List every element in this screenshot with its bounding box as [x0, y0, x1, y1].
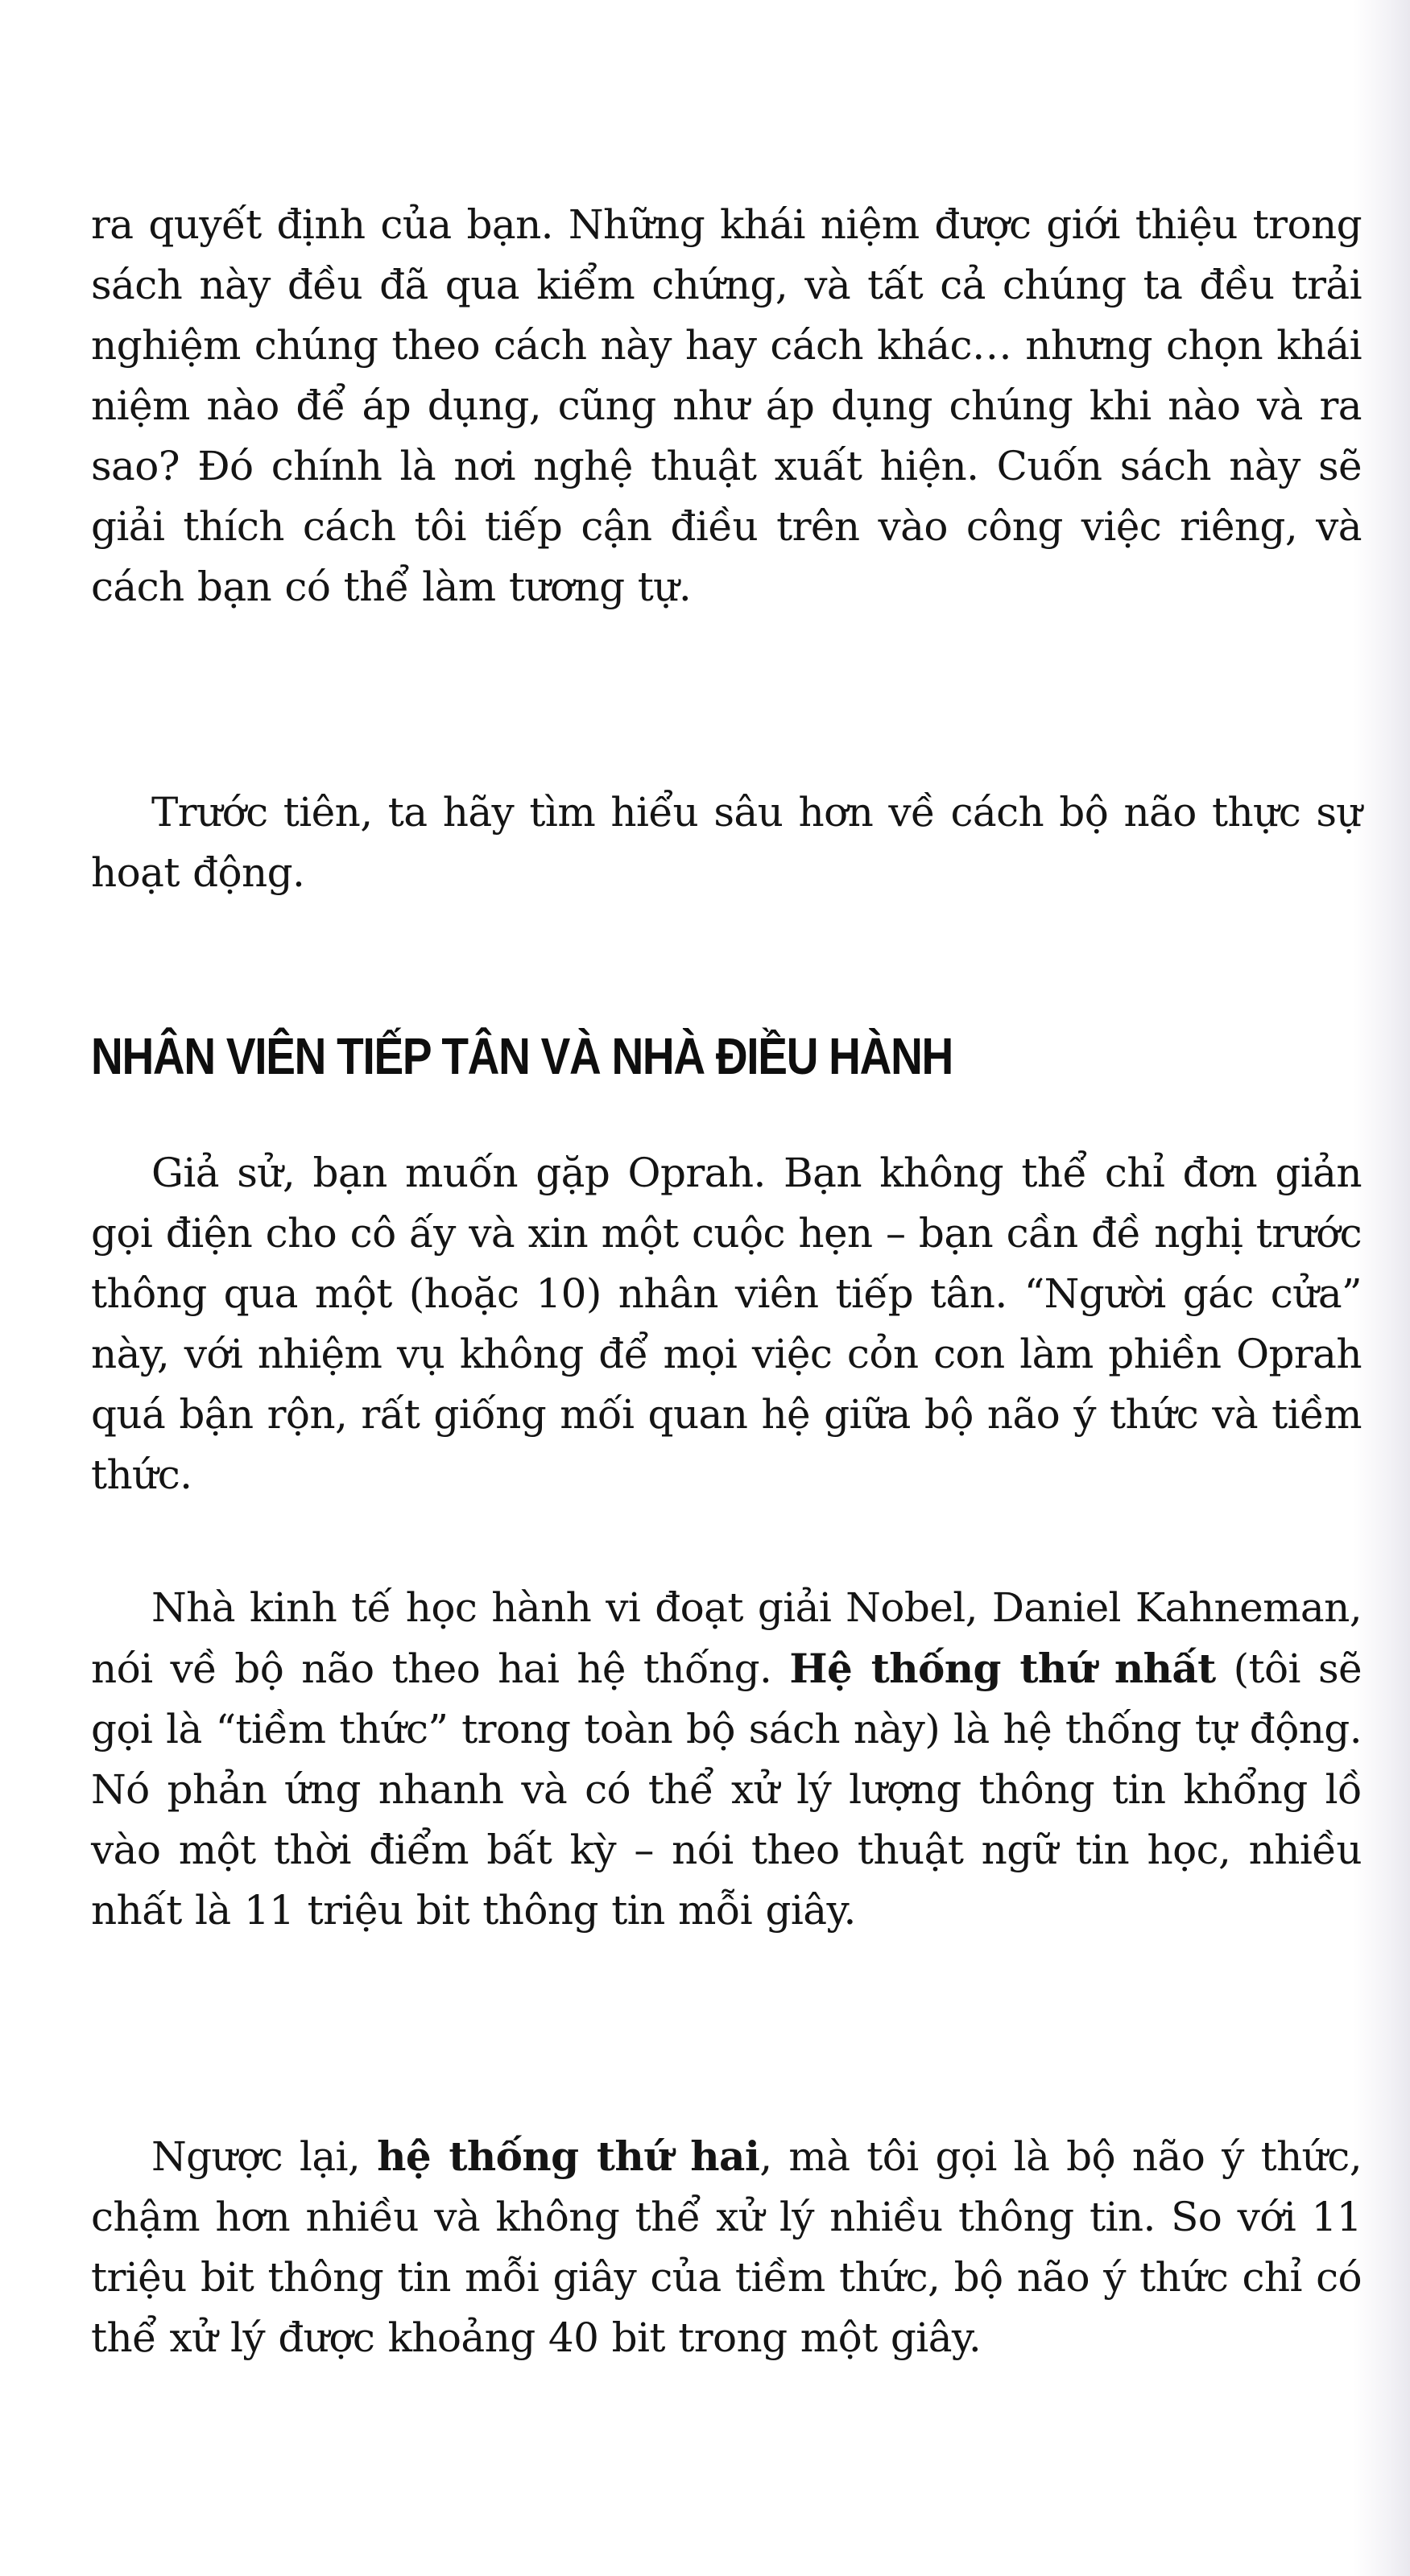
section-heading-block: [91, 1024, 1362, 1088]
paragraph-text: [91, 2126, 1362, 2368]
text-segment: Nhà kinh tế học hành vi đoạt giải Nobel, Daniel Kahneman, nói về bộ não theo hai hệ thống.: [91, 1584, 1362, 1692]
body-paragraph: [91, 2126, 1362, 2368]
text-segment: , mà tôi gọi là bộ não ý thức, chậm hơn nhiều và không thể xử lý nhiều thông tin. So với 11 triệu bit thông tin mỗi giây của tiềm thức, bộ não ý thức chỉ có thể xử lý được khoảng 40 bit trong một giây.: [91, 2133, 1362, 2361]
bold-term-system-one: Hệ thống thứ nhất: [789, 1645, 1216, 1692]
paragraph-text: [91, 195, 1362, 617]
body-paragraph: [91, 1143, 1362, 1505]
paragraph-text: [91, 1143, 1362, 1505]
paragraph-text: [91, 782, 1362, 903]
text-segment: Ngược lại,: [151, 2133, 378, 2180]
body-paragraph: [91, 195, 1362, 617]
paragraph-text: [91, 1578, 1362, 1941]
body-paragraph: [91, 782, 1362, 903]
text-segment: ra quyết định của bạn. Những khái niệm được giới thiệu trong sách này đều đã qua kiểm chứng, và tất cả chúng ta đều trải nghiệm chúng theo cách này hay cách khác… nhưng chọn khái niệm nào để áp dụng, cũng như áp dụng chúng khi nào và ra sao? Đó chính là nơi nghệ thuật xuất hiện. Cuốn sách này sẽ giải thích cách tôi tiếp cận điều trên vào công việc riêng, và cách bạn có thể làm tương tự.: [91, 201, 1362, 610]
body-paragraph: [91, 1578, 1362, 1941]
text-segment: Giả sử, bạn muốn gặp Oprah. Bạn không thể chỉ đơn giản gọi điện cho cô ấy và xin một cuộc hẹn – bạn cần đề nghị trước thông qua một (hoặc 10) nhân viên tiếp tân. “Người gác cửa” này, với nhiệm vụ không để mọi việc cỏn con làm phiền Oprah quá bận rộn, rất giống mối quan hệ giữa bộ não ý thức và tiềm thức.: [91, 1150, 1362, 1498]
bold-term-system-two: hệ thống thứ hai: [377, 2132, 760, 2180]
section-heading: NHÂN VIÊN TIẾP TÂN VÀ NHÀ ĐIỀU HÀNH: [91, 1027, 953, 1085]
text-segment: (tôi sẽ gọi là “tiềm thức” trong toàn bộ sách này) là hệ thống tự động. Nó phản ứng nhanh và có thể xử lý lượng thông tin khổng lồ vào một thời điểm bất kỳ – nói theo thuật ngữ tin học, nhiều nhất là 11 triệu bit thông tin mỗi giây.: [91, 1645, 1362, 1934]
text-segment: Trước tiên, ta hãy tìm hiểu sâu hơn về cách bộ não thực sự hoạt động.: [91, 789, 1362, 896]
